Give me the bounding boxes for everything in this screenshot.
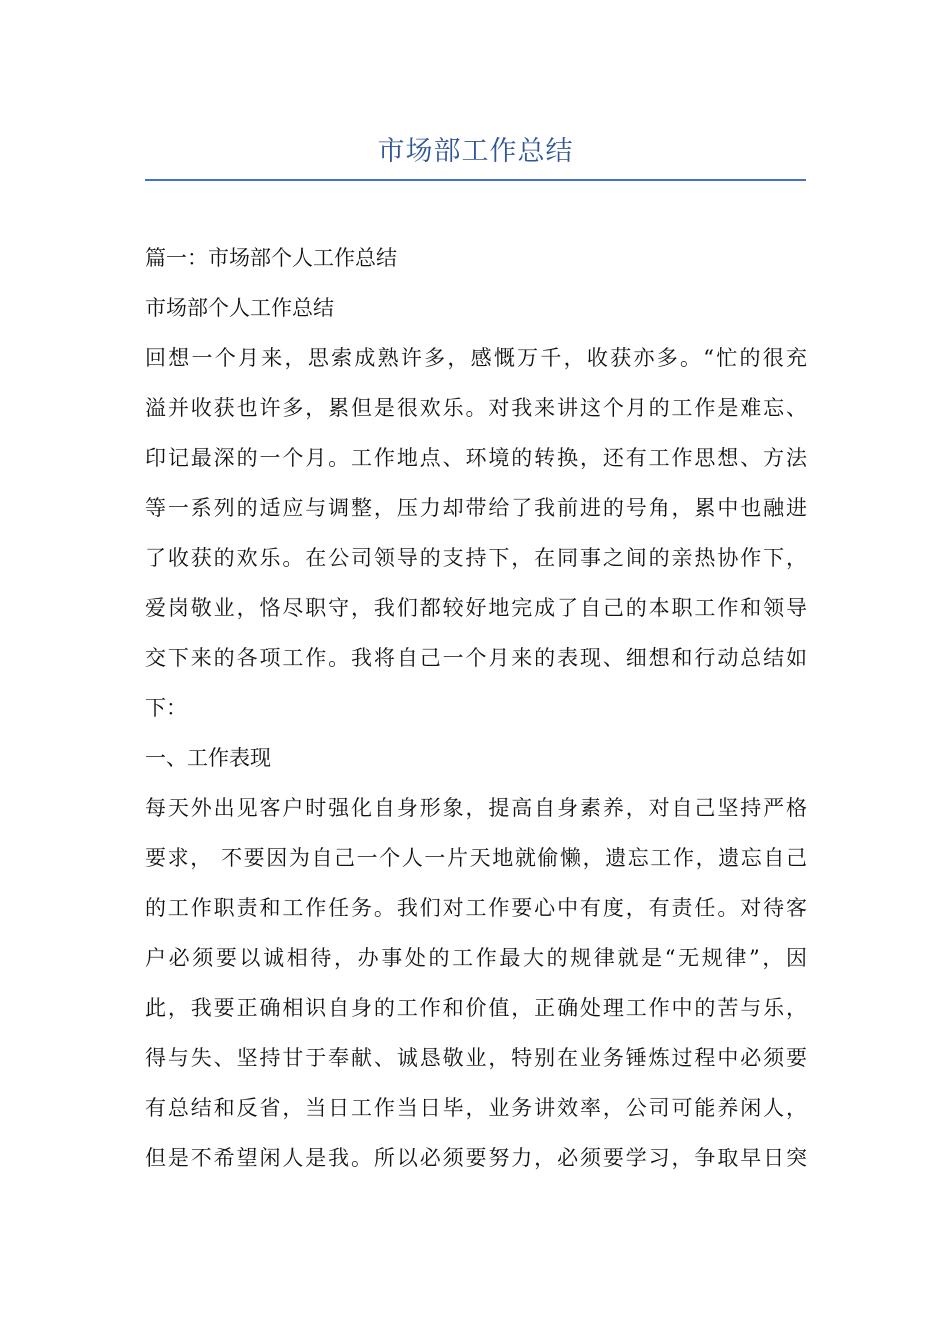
paragraph-line: 有总结和反省，当日工作当日毕，业务讲效率，公司可能养闲人， (145, 1096, 807, 1120)
section-heading: 篇一：市场部个人工作总结 (145, 246, 397, 270)
paragraph-line: 得与失、坚持甘于奉献、诚恳敬业，特别在业务锤炼过程中必须要 (145, 1046, 807, 1070)
paragraph-line: 回想一个月来，思索成熟许多，感慨万千，收获亦多。“忙的很充 (145, 346, 807, 370)
paragraph-line: 等一系列的适应与调整，压力却带给了我前进的号角，累中也融进 (145, 496, 807, 520)
document-body (145, 233, 807, 1183)
paragraph-line: 每天外出见客户时强化自身形象，提高自身素养，对自己坚持严格 (145, 796, 807, 820)
paragraph-line: 了收获的欢乐。在公司领导的支持下，在同事之间的亲热协作下， (145, 546, 807, 570)
paragraph-line: 溢并收获也许多，累但是很欢乐。对我来讲这个月的工作是难忘、 (145, 396, 807, 420)
paragraph-line: 下： (145, 696, 187, 720)
paragraph-line: 交下来的各项工作。我将自己一个月来的表现、细想和行动总结如 (145, 646, 807, 670)
section-heading: 一、工作表现 (145, 746, 271, 770)
paragraph-line: 但是不希望闲人是我。所以必须要努力，必须要学习，争取早日突 (145, 1146, 807, 1170)
paragraph-line: 此，我要正确相识自身的工作和价值，正确处理工作中的苦与乐， (145, 996, 807, 1020)
paragraph-line: 的工作职责和工作任务。我们对工作要心中有度，有责任。对待客 (145, 896, 807, 920)
paragraph-line: 印记最深的一个月。工作地点、环境的转换，还有工作思想、方法 (145, 446, 807, 470)
document-title: 市场部工作总结 (377, 136, 574, 167)
title-underline (145, 179, 806, 181)
paragraph-line: 户必须要以诚相待，办事处的工作最大的规律就是“无规律”，因 (145, 946, 807, 970)
paragraph-line: 要求， 不要因为自己一个人一片天地就偷懒，遗忘工作，遗忘自己 (145, 846, 807, 870)
paragraph-line: 爱岗敬业，恪尽职守，我们都较好地完成了自己的本职工作和领导 (145, 596, 807, 620)
subsection-heading: 市场部个人工作总结 (145, 296, 334, 320)
